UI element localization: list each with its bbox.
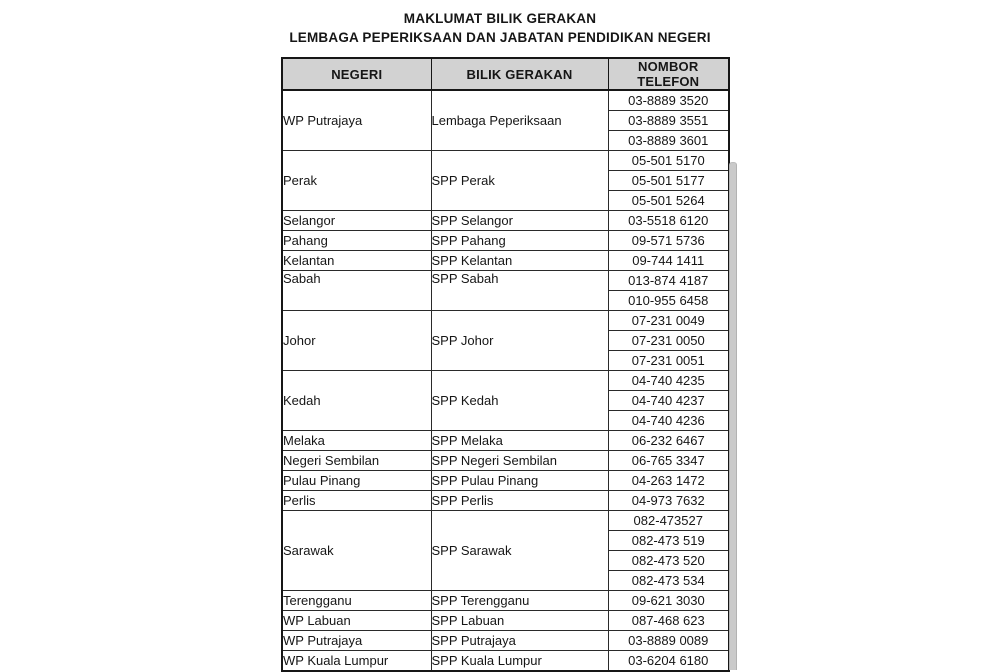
bilik-gerakan-cell: SPP Kelantan xyxy=(431,251,608,271)
table-row xyxy=(282,211,729,231)
bilik-gerakan-cell: SPP Pahang xyxy=(431,231,608,251)
title-line-2: LEMBAGA PEPERIKSAAN DAN JABATAN PENDIDIKAN NEGERI xyxy=(289,30,711,45)
phone-number-cell: 04-973 7632 xyxy=(608,491,729,511)
negeri-cell: Johor xyxy=(282,311,431,371)
table-row xyxy=(282,251,729,271)
bilik-gerakan-cell: SPP Johor xyxy=(431,311,608,371)
bilik-gerakan-cell: SPP Kuala Lumpur xyxy=(431,651,608,672)
phone-number-cell: 04-740 4236 xyxy=(608,411,729,431)
negeri-cell: Perak xyxy=(282,151,431,211)
phone-number-cell: 03-6204 6180 xyxy=(608,651,729,672)
title-line-1: MAKLUMAT BILIK GERAKAN xyxy=(403,11,597,26)
table-body xyxy=(282,90,729,671)
table-row xyxy=(282,271,729,291)
bilik-gerakan-cell: Lembaga Peperiksaan xyxy=(431,90,608,151)
bilik-gerakan-cell: SPP Selangor xyxy=(431,211,608,231)
vertical-scrollbar-thumb[interactable] xyxy=(729,162,737,670)
bilik-gerakan-cell: SPP Labuan xyxy=(431,611,608,631)
phone-number-cell: 03-8889 3551 xyxy=(608,111,729,131)
bilik-gerakan-cell: SPP Perlis xyxy=(431,491,608,511)
negeri-cell: Selangor xyxy=(282,211,431,231)
table-row xyxy=(282,451,729,471)
negeri-cell: WP Putrajaya xyxy=(282,90,431,151)
phone-number-cell: 06-232 6467 xyxy=(608,431,729,451)
table-row xyxy=(282,491,729,511)
phone-number-cell: 03-8889 3520 xyxy=(608,90,729,111)
phone-number-cell: 082-473 520 xyxy=(608,551,729,571)
negeri-cell: Sarawak xyxy=(282,511,431,591)
phone-number-cell: 09-744 1411 xyxy=(608,251,729,271)
phone-number-cell: 07-231 0051 xyxy=(608,351,729,371)
phone-number-cell: 082-473 534 xyxy=(608,571,729,591)
negeri-cell: WP Putrajaya xyxy=(282,631,431,651)
phone-number-cell: 082-473527 xyxy=(608,511,729,531)
table-row xyxy=(282,511,729,531)
phone-number-cell: 07-231 0049 xyxy=(608,311,729,331)
phone-number-cell: 09-571 5736 xyxy=(608,231,729,251)
phone-number-cell: 013-874 4187 xyxy=(608,271,729,291)
phone-number-cell: 05-501 5177 xyxy=(608,171,729,191)
bilik-gerakan-cell: SPP Pulau Pinang xyxy=(431,471,608,491)
phone-number-cell: 03-8889 0089 xyxy=(608,631,729,651)
table-row xyxy=(282,651,729,672)
phone-number-cell: 05-501 5170 xyxy=(608,151,729,171)
phone-number-cell: 082-473 519 xyxy=(608,531,729,551)
negeri-cell: Kelantan xyxy=(282,251,431,271)
bilik-gerakan-cell: SPP Sabah xyxy=(431,271,608,311)
negeri-cell: Negeri Sembilan xyxy=(282,451,431,471)
negeri-cell: WP Labuan xyxy=(282,611,431,631)
phone-number-cell: 03-8889 3601 xyxy=(608,131,729,151)
table-row xyxy=(282,90,729,111)
phone-number-cell: 04-740 4235 xyxy=(608,371,729,391)
table-row xyxy=(282,631,729,651)
phone-number-cell: 04-263 1472 xyxy=(608,471,729,491)
table-row xyxy=(282,231,729,251)
negeri-cell: WP Kuala Lumpur xyxy=(282,651,431,672)
bilik-gerakan-cell: SPP Sarawak xyxy=(431,511,608,591)
table-row xyxy=(282,591,729,611)
table-row xyxy=(282,611,729,631)
header-bilik-gerakan: BILIK GERAKAN xyxy=(431,58,608,90)
bilik-gerakan-cell: SPP Melaka xyxy=(431,431,608,451)
table-row xyxy=(282,431,729,451)
table-row xyxy=(282,311,729,331)
negeri-cell: Pulau Pinang xyxy=(282,471,431,491)
bilik-gerakan-cell: SPP Putrajaya xyxy=(431,631,608,651)
phone-number-cell: 06-765 3347 xyxy=(608,451,729,471)
phone-number-cell: 03-5518 6120 xyxy=(608,211,729,231)
header-negeri: NEGERI xyxy=(282,58,431,90)
phone-number-cell: 010-955 6458 xyxy=(608,291,729,311)
negeri-cell: Perlis xyxy=(282,491,431,511)
bilik-gerakan-cell: SPP Kedah xyxy=(431,371,608,431)
phone-number-cell: 09-621 3030 xyxy=(608,591,729,611)
table-row xyxy=(282,471,729,491)
document-title xyxy=(0,9,1000,47)
phone-number-cell: 087-468 623 xyxy=(608,611,729,631)
phone-number-cell: 07-231 0050 xyxy=(608,331,729,351)
phone-number-cell: 04-740 4237 xyxy=(608,391,729,411)
negeri-cell: Sabah xyxy=(282,271,431,311)
phone-number-cell: 05-501 5264 xyxy=(608,191,729,211)
bilik-gerakan-cell: SPP Terengganu xyxy=(431,591,608,611)
bilik-gerakan-cell: SPP Negeri Sembilan xyxy=(431,451,608,471)
table-header-row xyxy=(282,58,729,90)
bilik-gerakan-cell: SPP Perak xyxy=(431,151,608,211)
table-row xyxy=(282,151,729,171)
header-nombor-telefon: NOMBOR TELEFON xyxy=(608,58,729,90)
negeri-cell: Pahang xyxy=(282,231,431,251)
negeri-cell: Melaka xyxy=(282,431,431,451)
table-row xyxy=(282,371,729,391)
negeri-cell: Kedah xyxy=(282,371,431,431)
bilik-gerakan-table xyxy=(281,57,730,672)
negeri-cell: Terengganu xyxy=(282,591,431,611)
